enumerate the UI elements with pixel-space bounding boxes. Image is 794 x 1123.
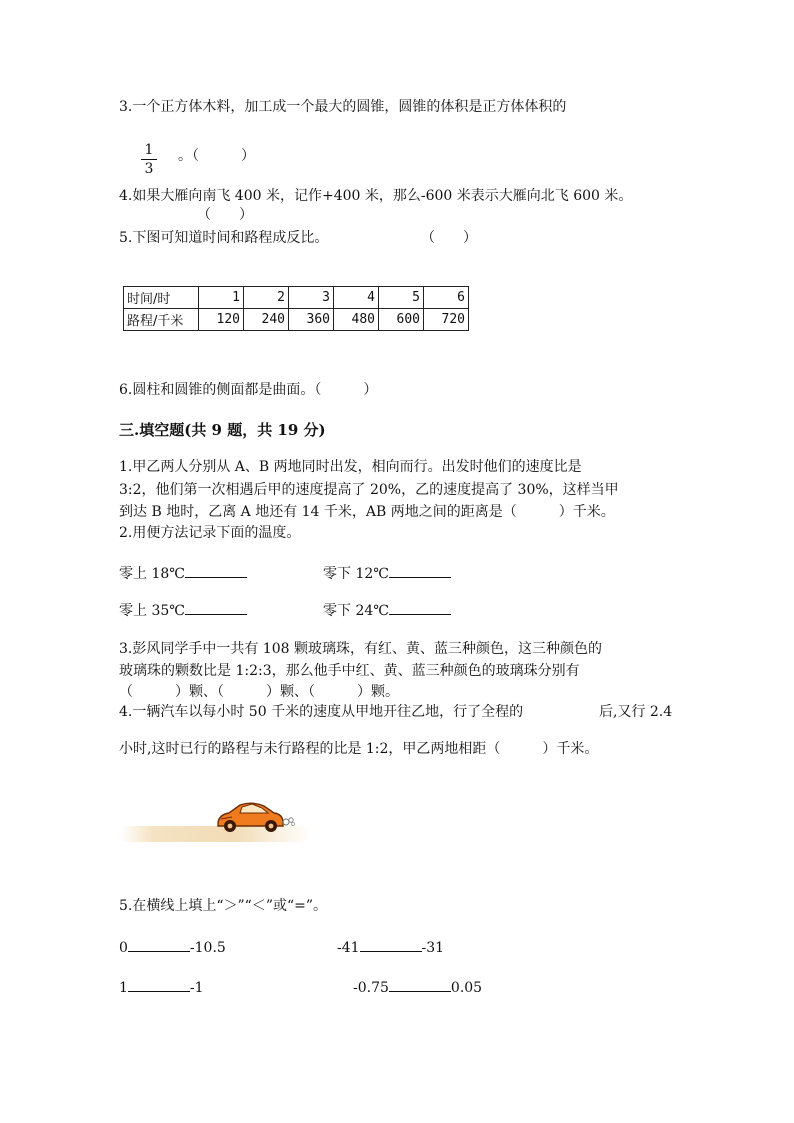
table-cell: 5	[379, 287, 424, 309]
q3-fraction-denominator: 3	[144, 161, 154, 177]
table-cell: 6	[424, 287, 469, 309]
f3-line3: （ ）颗、（ ）颗、（ ）颗。	[119, 684, 399, 700]
compare-right: -31	[421, 940, 445, 956]
table-cell: 600	[379, 309, 424, 331]
f5-text: 5.在横线上填上“＞”“＜”或“=”。	[119, 898, 328, 914]
temperature-item	[323, 600, 451, 620]
orange-car-icon	[212, 798, 296, 836]
q3-answer-bracket[interactable]: 。（ ）	[178, 148, 255, 164]
table-row-header-time: 时间/时	[124, 287, 199, 309]
f3-line1: 3.彭风同学手中一共有 108 颗玻璃珠，有红、黄、蓝三种颜色，这三种颜色的	[119, 641, 602, 657]
q3-fraction-numerator: 1	[144, 142, 154, 158]
table-cell: 120	[199, 309, 244, 331]
f1-line1: 1.甲乙两人分别从 A、B 两地同时出发，相向而行。出发时他们的速度比是	[119, 459, 582, 475]
fraction-bar	[141, 159, 157, 160]
temperature-label: 零上 18℃	[119, 566, 185, 582]
compare-item	[337, 937, 444, 957]
table-cell: 480	[334, 309, 379, 331]
f4-line1-end: 后,又行 2.4	[599, 704, 673, 720]
table-cell: 720	[424, 309, 469, 331]
section-heading: 三.填空题(共 9 题，共 19 分)	[119, 421, 326, 439]
compare-item	[353, 977, 482, 997]
compare-left: -0.75	[353, 980, 389, 996]
compare-item	[119, 937, 226, 957]
q4-text: 4.如果大雁向南飞 400 米，记作+400 米，那么-600 米表示大雁向北飞 600 米。	[119, 188, 633, 204]
answer-blank[interactable]	[389, 977, 451, 992]
table-cell: 2	[244, 287, 289, 309]
answer-blank[interactable]	[185, 600, 247, 615]
f1-line3: 到达 B 地时，乙离 A 地还有 14 千米，AB 两地之间的距离是（ ）千米。	[119, 504, 615, 520]
answer-blank[interactable]	[360, 937, 422, 952]
f4-line2: 小时,这时已行的路程与未行路程的比是 1:2，甲乙两地相距（ ）千米。	[119, 741, 599, 757]
q3-text: 3.一个正方体木料，加工成一个最大的圆锥，圆锥的体积是正方体体积的	[119, 99, 567, 115]
table-cell: 1	[199, 287, 244, 309]
f2-text: 2.用便方法记录下面的温度。	[119, 525, 301, 541]
compare-right: -1	[189, 980, 204, 996]
q3-fraction	[141, 142, 157, 177]
compare-left: -41	[337, 940, 360, 956]
temperature-label: 零下 24℃	[323, 603, 389, 619]
table-cell: 3	[289, 287, 334, 309]
answer-blank[interactable]	[128, 977, 190, 992]
table-cell: 240	[244, 309, 289, 331]
q4-answer-bracket[interactable]: （ ）	[197, 207, 253, 223]
q5-answer-bracket[interactable]: （ ）	[421, 230, 477, 246]
answer-blank[interactable]	[128, 937, 190, 952]
temperature-label: 零上 35℃	[119, 603, 185, 619]
compare-left: 0	[119, 940, 128, 956]
f3-line2: 玻璃珠的颗数比是 1:2:3，那么他手中红、黄、蓝三种颜色的玻璃珠分别有	[119, 663, 580, 679]
table-cell: 360	[289, 309, 334, 331]
compare-left: 1	[119, 980, 128, 996]
table-row-header-distance: 路程/千米	[124, 309, 199, 331]
temperature-item	[323, 563, 451, 583]
f4-line1-start: 4.一辆汽车以每小时 50 千米的速度从甲地开往乙地，行了全程的	[119, 704, 524, 720]
time-distance-table	[123, 286, 469, 331]
table-row	[124, 287, 469, 309]
f1-line2: 3:2，他们第一次相遇后甲的速度提高了 20%，乙的速度提高了 30%，这样当甲	[119, 482, 619, 498]
temperature-label: 零下 12℃	[323, 566, 389, 582]
temperature-item	[119, 600, 247, 620]
q5-text: 5.下图可知道时间和路程成反比。	[119, 230, 329, 246]
answer-blank[interactable]	[389, 600, 451, 615]
table-row	[124, 309, 469, 331]
q6-text: 6.圆柱和圆锥的侧面都是曲面。（ ）	[119, 382, 378, 398]
answer-blank[interactable]	[185, 563, 247, 578]
table-cell: 4	[334, 287, 379, 309]
answer-blank[interactable]	[389, 563, 451, 578]
compare-right: 0.05	[450, 980, 483, 996]
temperature-item	[119, 563, 247, 583]
compare-right: -10.5	[189, 940, 226, 956]
compare-item	[119, 977, 204, 997]
